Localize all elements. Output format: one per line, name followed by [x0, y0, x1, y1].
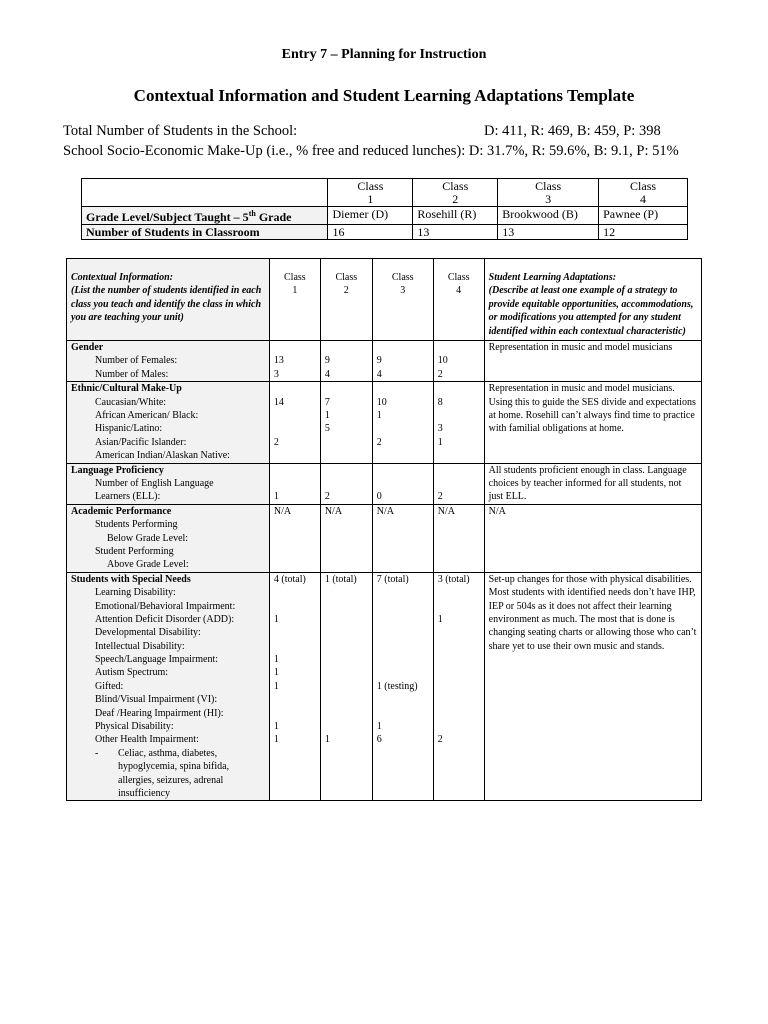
ethnic-row	[67, 382, 702, 463]
context-class-header-2: Class 2	[320, 259, 372, 341]
class-name-4: Pawnee (P)	[599, 206, 688, 224]
gender-class-1: 13 3	[269, 341, 320, 382]
gender-labels: Gender Number of Females: Number of Males:	[67, 341, 270, 382]
adaptations-header: Student Learning Adaptations: (Describe at least one example of a strategy to provide equitable opportunities, accommodations, or modifications you attempted for any student identified within each contextual characteristic)	[484, 259, 701, 341]
special-needs-adaptation: Set-up changes for those with physical disabilities. Most students with identified needs don’t have IHP, IEP or 504s as it does not affect their learning environment as much. The most that is done is changing seating charts or allowing those who can’t share yet to use their own music and stands.	[484, 572, 701, 801]
language-class-2: 2	[320, 463, 372, 504]
language-class-3: 0	[372, 463, 433, 504]
class-header-2: Class 2	[413, 179, 498, 207]
class-header-1: Class 1	[328, 179, 413, 207]
context-header-row	[67, 259, 702, 341]
language-adaptation: All students proficient enough in class. Language choices by teacher informed for all students, not just ELL.	[484, 463, 701, 504]
special-class-3: 7 (total) 1 (testing) 1 6	[372, 572, 433, 801]
academic-class-2: N/A	[320, 504, 372, 572]
page-title: Contextual Information and Student Learning Adaptations Template	[133, 86, 635, 105]
ethnic-class-2: 7 1 5	[320, 382, 372, 463]
class-header-3: Class 3	[498, 179, 599, 207]
special-needs-row	[67, 572, 702, 801]
ethnic-class-3: 10 1 2	[372, 382, 433, 463]
contextual-info-header: Contextual Information: (List the number of students identified in each class you teach and identify the class in which you are teaching your unit)	[67, 259, 270, 341]
academic-class-1: N/A	[269, 504, 320, 572]
ses-line	[63, 143, 679, 160]
language-row	[67, 463, 702, 504]
academic-class-4: N/A	[433, 504, 484, 572]
academic-adaptation: N/A	[484, 504, 701, 572]
entry-title: Entry 7 – Planning for Instruction	[281, 47, 487, 62]
class-summary-table	[81, 178, 688, 240]
class-name-3: Brookwood (B)	[498, 206, 599, 224]
other-health-details: - Celiac, asthma, diabetes, hypoglycemia, spina bifida, allergies, seizures, adrenal insufficiency	[95, 747, 230, 800]
class-name-2: Rosehill (R)	[413, 206, 498, 224]
gender-class-3: 9 4	[372, 341, 433, 382]
empty-header-cell	[82, 179, 328, 207]
language-class-4: 2	[433, 463, 484, 504]
gender-class-4: 10 2	[433, 341, 484, 382]
contextual-info-table	[66, 258, 702, 801]
total-students-line	[63, 123, 661, 140]
language-class-1: 1	[269, 463, 320, 504]
academic-labels: Academic Performance Students Performing Below Grade Level: Student Performing Above Grade Level:	[67, 504, 270, 572]
context-class-header-3: Class 3	[372, 259, 433, 341]
total-students-value: D: 411, R: 469, B: 459, P: 398	[484, 123, 661, 139]
count-row	[82, 224, 688, 239]
count-label: Number of Students in Classroom	[82, 224, 328, 239]
context-class-header-4: Class 4	[433, 259, 484, 341]
class-header-row	[82, 179, 688, 207]
count-4: 12	[599, 224, 688, 239]
ethnic-class-4: 8 3 1	[433, 382, 484, 463]
special-needs-labels: Students with Special Needs Learning Disability: Emotional/Behavioral Impairment: Attention Deficit Disorder (ADD): Developmental Disability: Intellectual Disability: Speech/Language Impairment: Autism Spectrum: Gifted: Blind/Visual Impairment (VI): Deaf /Hearing Impairment (HI): Physical Disability: Other Health Impairment: - Celiac, asthma, diabetes, hypoglycemia, spina bifida, allergies, seizures, adrenal insufficiency	[67, 572, 270, 801]
ethnic-labels: Ethnic/Cultural Make-Up Caucasian/White: African American/ Black: Hispanic/Latino: Asian/Pacific Islander: American Indian/Alaskan Native:	[67, 382, 270, 463]
academic-row	[67, 504, 702, 572]
ethnic-adaptation: Representation in music and model musicians. Using this to guide the SES divide and expectations at home. Rosehill can’t always find time to practice with familial obligations at home.	[484, 382, 701, 463]
ses-value: D: 31.7%, R: 59.6%, B: 9.1, P: 51%	[468, 143, 679, 159]
gender-class-2: 9 4	[320, 341, 372, 382]
count-3: 13	[498, 224, 599, 239]
academic-class-3: N/A	[372, 504, 433, 572]
grade-label: Grade Level/Subject Taught – 5th Grade	[82, 206, 328, 224]
special-class-1: 4 (total) 1 1 1 1 1 1	[269, 572, 320, 801]
ses-label: School Socio-Economic Make-Up (i.e., % free and reduced lunches):	[63, 143, 466, 159]
count-1: 16	[328, 224, 413, 239]
gender-adaptation: Representation in music and model musicians	[484, 341, 701, 382]
language-labels: Language Proficiency Number of English Language Learners (ELL):	[67, 463, 270, 504]
gender-row	[67, 341, 702, 382]
context-class-header-1: Class 1	[269, 259, 320, 341]
ethnic-class-1: 14 2	[269, 382, 320, 463]
count-2: 13	[413, 224, 498, 239]
class-header-4: Class 4	[599, 179, 688, 207]
total-students-label: Total Number of Students in the School:	[63, 123, 298, 139]
grade-row	[82, 206, 688, 224]
special-class-2: 1 (total) 1	[320, 572, 372, 801]
special-class-4: 3 (total) 1 2	[433, 572, 484, 801]
class-name-1: Diemer (D)	[328, 206, 413, 224]
